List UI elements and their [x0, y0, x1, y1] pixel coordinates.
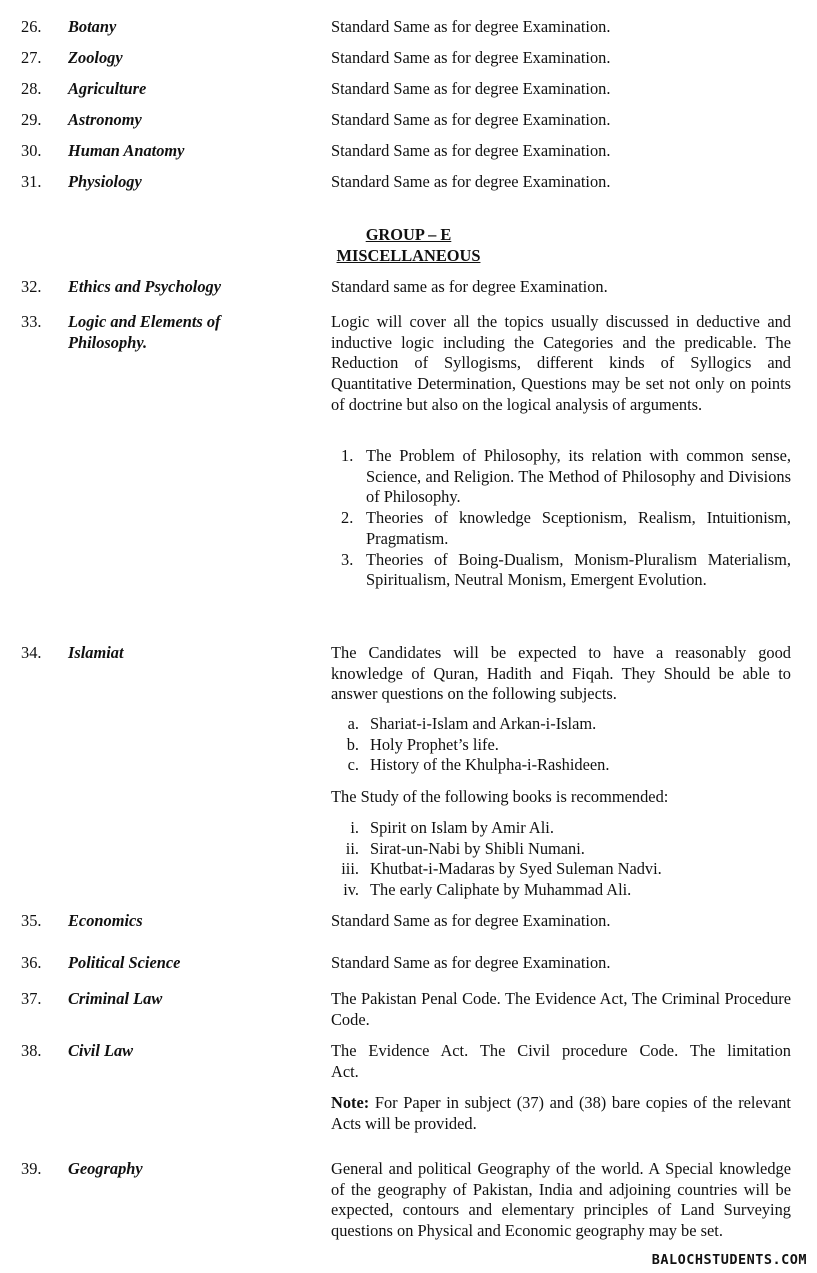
- item-number: 27.: [21, 48, 42, 67]
- philosophy-topics-list: [341, 446, 791, 591]
- item-number: 39.: [21, 1159, 42, 1178]
- list-item-text: Theories of knowledge Sceptionism, Realism, Intuitionism, Pragmatism.: [366, 508, 791, 548]
- list-item-text: Spirit on Islam by Amir Ali.: [370, 818, 554, 837]
- item-number: 29.: [21, 110, 42, 129]
- subject-name: [68, 312, 318, 353]
- subject-description: Standard Same as for degree Examination.: [331, 141, 611, 160]
- list-item: [331, 859, 791, 880]
- subject-name: Agriculture: [68, 79, 147, 98]
- subject-description: Standard Same as for degree Examination.: [331, 172, 611, 191]
- subject-name: Political Science: [68, 953, 181, 972]
- list-item: [331, 880, 791, 901]
- list-item: [331, 714, 791, 735]
- item-number: 37.: [21, 989, 42, 1008]
- subject-name-line-1: Logic and Elements of: [68, 312, 221, 331]
- subject-name: Astronomy: [68, 110, 142, 129]
- note-label: Note:: [331, 1093, 370, 1112]
- subject-description: The Evidence Act. The Civil procedure Code. The limitation Act.: [331, 1041, 791, 1081]
- list-marker: c.: [347, 755, 359, 775]
- subject-description: Standard Same as for degree Examination.: [331, 911, 611, 930]
- list-marker: 2.: [341, 508, 354, 528]
- list-marker: iv.: [343, 880, 359, 900]
- site-watermark: BALOCHSTUDENTS.COM: [651, 1252, 807, 1268]
- subject-description: Standard Same as for degree Examination.: [331, 110, 611, 129]
- list-item-text: Shariat-i-Islam and Arkan-i-Islam.: [370, 714, 597, 733]
- islamiat-subjects-list: [331, 714, 791, 776]
- subject-description: Standard Same as for degree Examination.: [331, 48, 611, 67]
- list-item-text: History of the Khulpha-i-Rashideen.: [370, 755, 610, 775]
- item-number: 32.: [21, 277, 42, 296]
- subject-name: Physiology: [68, 172, 142, 191]
- list-marker: a.: [347, 714, 359, 733]
- list-item-text: Khutbat-i-Madaras by Syed Suleman Nadvi.: [370, 859, 662, 879]
- subject-name: Human Anatomy: [68, 141, 185, 160]
- subject-description: Standard Same as for degree Examination.: [331, 953, 611, 972]
- recommended-books-list: [331, 818, 791, 901]
- subject-name-line-2: Philosophy.: [68, 332, 148, 352]
- subject-description: The Pakistan Penal Code. The Evidence Act, The Criminal Procedure Code.: [331, 989, 791, 1029]
- group-title: GROUP – E: [365, 225, 452, 244]
- list-item-text: The Problem of Philosophy, its relation with common sense, Science, and Religion. The Method of Philosophy and Divisions of Philosophy.: [366, 446, 791, 507]
- list-marker: b.: [346, 734, 359, 754]
- list-marker: i.: [350, 818, 359, 837]
- books-intro: The Study of the following books is recommended:: [331, 787, 669, 806]
- subject-name: Zoology: [68, 48, 123, 67]
- list-item-text: Theories of Boing-Dualism, Monism-Pluralism Materialism, Spiritualism, Neutral Monism, Emergent Evolution.: [366, 549, 791, 590]
- subject-description: Logic will cover all the topics usually discussed in deductive and inductive logic including the Categories and the predicable. The Reduction of Syllogisms, different kinds of Syllogics and Quantitative Determination, Questions may be set not only on points of doctrine but also on the logical analysis of arguments.: [331, 312, 791, 414]
- subject-description: Standard Same as for degree Examination.: [331, 17, 611, 36]
- subject-description: General and political Geography of the world. A Special knowledge of the geography of Pakistan, India and adjoining countries will be expected, contours and elementary principles of Land Surveying questions on Physical and Economic geography may be set.: [331, 1159, 791, 1241]
- list-marker: 3.: [341, 549, 354, 569]
- subject-name: Ethics and Psychology: [68, 277, 221, 296]
- subject-name: Geography: [68, 1159, 143, 1178]
- list-item: [341, 550, 791, 591]
- list-item: [341, 446, 791, 508]
- list-item: [341, 508, 791, 549]
- subject-description: Standard same as for degree Examination.: [331, 277, 608, 296]
- list-item-text: Holy Prophet’s life.: [370, 734, 499, 754]
- list-item: [331, 735, 791, 756]
- subject-name: Civil Law: [68, 1041, 134, 1060]
- note-text: For Paper in subject (37) and (38) bare copies of the relevant Acts will be provided.: [331, 1093, 791, 1133]
- note-paragraph: [331, 1093, 791, 1134]
- subject-description: Standard Same as for degree Examination.: [331, 79, 611, 98]
- item-number: 30.: [21, 141, 42, 160]
- item-number: 33.: [21, 312, 42, 331]
- item-number: 36.: [21, 953, 42, 972]
- list-item: [331, 839, 791, 860]
- item-number: 34.: [21, 643, 42, 662]
- subject-name: Botany: [68, 17, 117, 36]
- subject-name: Economics: [68, 911, 143, 930]
- item-number: 26.: [21, 17, 42, 36]
- item-number: 31.: [21, 172, 42, 191]
- list-marker: 1.: [341, 446, 354, 465]
- group-subtitle: MISCELLANEOUS: [336, 246, 481, 265]
- list-item-text: Sirat-un-Nabi by Shibli Numani.: [370, 838, 585, 858]
- subject-description: The Candidates will be expected to have a reasonably good knowledge of Quran, Hadith and Fiqah. They Should be able to answer questions on the following subjects.: [331, 643, 791, 704]
- list-item: [331, 755, 791, 776]
- item-number: 35.: [21, 911, 42, 930]
- subject-name: Islamiat: [68, 643, 124, 662]
- subject-name: Criminal Law: [68, 989, 163, 1008]
- list-item-text: The early Caliphate by Muhammad Ali.: [370, 880, 632, 900]
- list-marker: iii.: [341, 859, 359, 879]
- item-number: 28.: [21, 79, 42, 98]
- list-marker: ii.: [345, 838, 359, 858]
- list-item: [331, 818, 791, 839]
- item-number: 38.: [21, 1041, 42, 1060]
